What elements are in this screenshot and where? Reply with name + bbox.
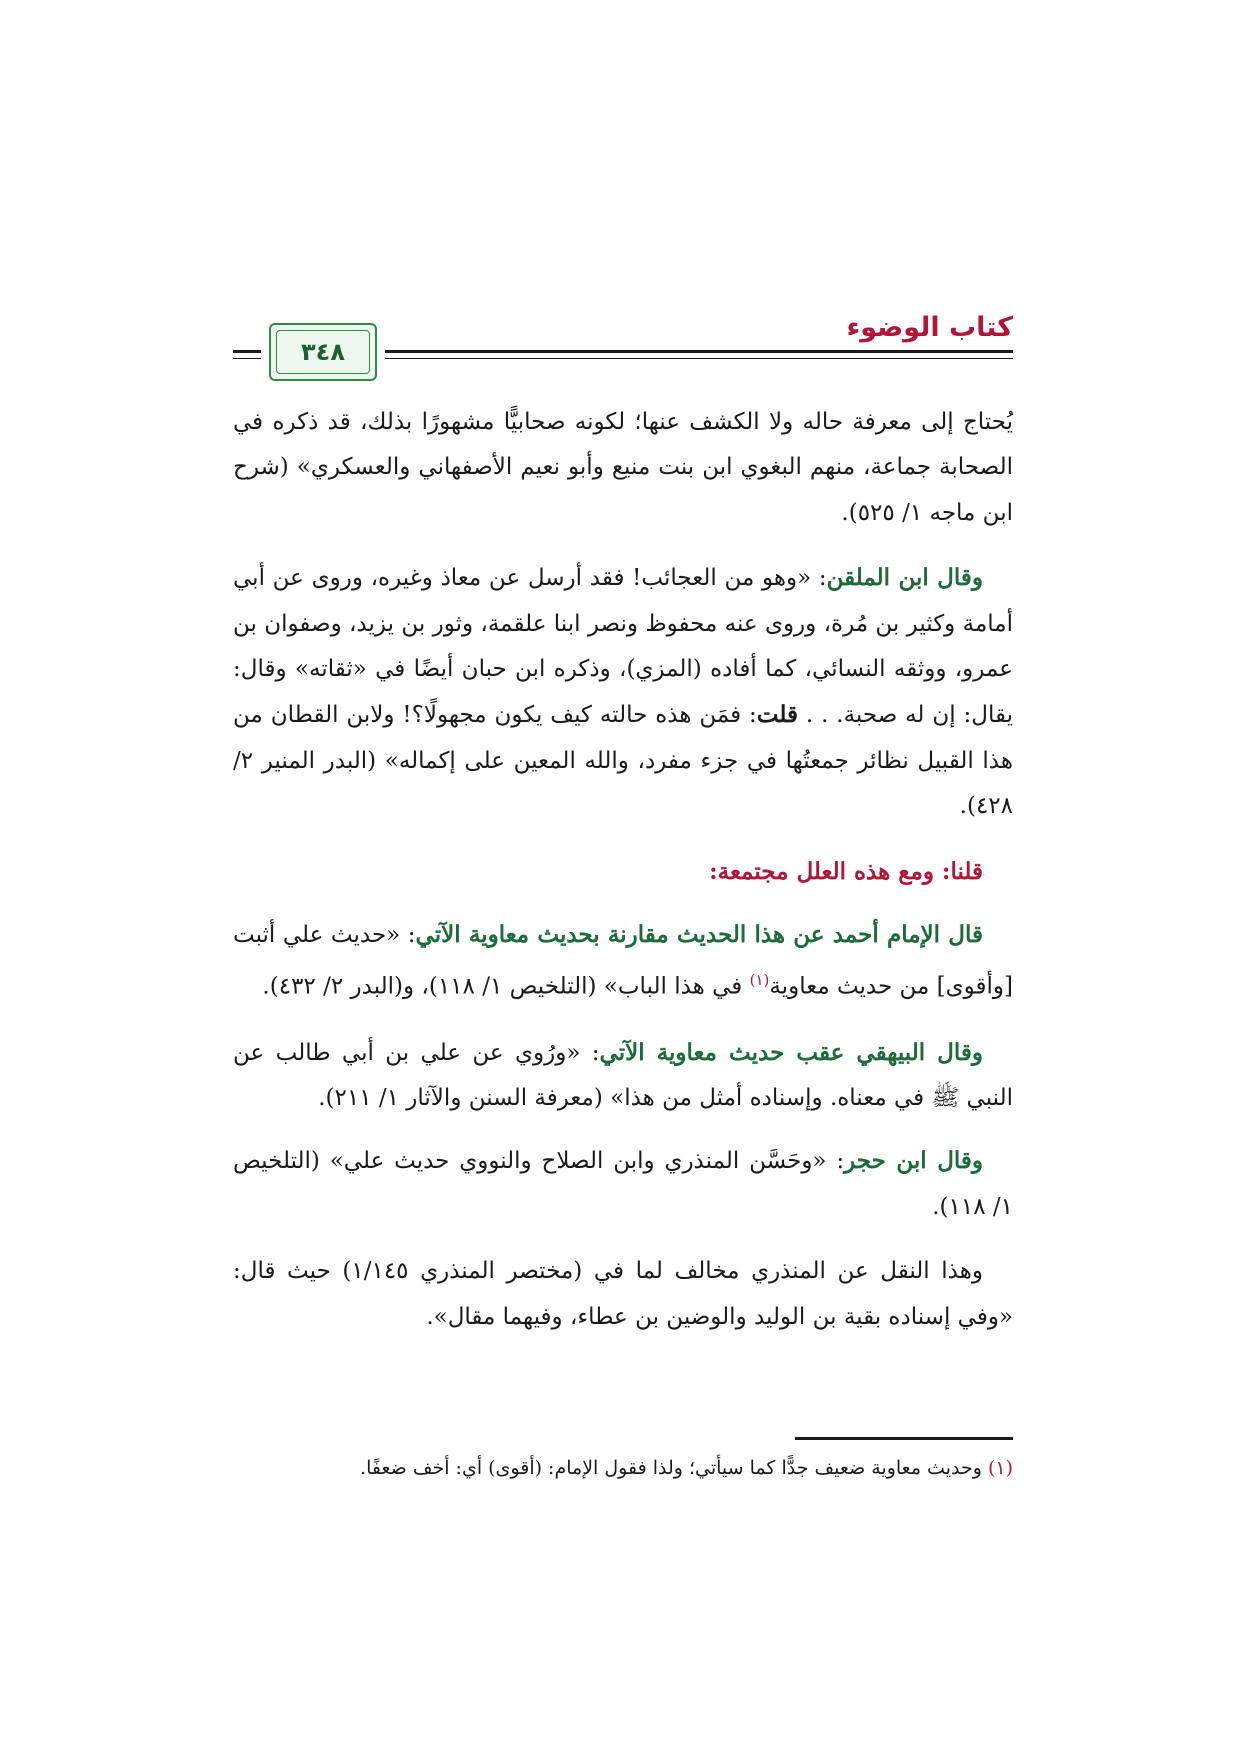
paragraph-qulna bbox=[233, 849, 1013, 895]
paragraph-text: يُحتاج إلى معرفة حاله ولا الكشف عنها؛ لكونه صحابيًّا مشهورًا بذلك، قد ذكره في الصحابة جماعة، منهم البغوي ابن بنت منيع وأبو نعيم الأصفهاني والعسكري» (شرح ابن ماجه ١/ ٥٢٥). bbox=[233, 409, 1013, 526]
paragraph-mundhiri bbox=[233, 1249, 1013, 1340]
page-number: ٣٤٨ bbox=[301, 338, 345, 366]
header-rule-left-thin bbox=[233, 358, 261, 359]
footnote-text: وحديث معاوية ضعيف جدًّا كما سيأتي؛ ولذا فقول الإمام: (أقوى) أي: أخف ضعفًا. bbox=[360, 1457, 988, 1479]
footnote-separator bbox=[795, 1437, 1013, 1440]
paragraph-bayhaqi bbox=[233, 1030, 1013, 1122]
footnotes bbox=[233, 1450, 1013, 1486]
speaker-label: قلنا bbox=[950, 857, 983, 885]
header-rule bbox=[385, 350, 1013, 353]
page-number-badge bbox=[269, 323, 377, 381]
paragraph-text: : «وحَسَّن المنذري وابن الصلاح والنووي حديث علي» (التلخيص ١/ ١١٨). bbox=[233, 1148, 1013, 1220]
chapter-title: كتاب الوضوء bbox=[846, 312, 1013, 343]
speaker-label: وقال البيهقي عقب حديث معاوية الآتي bbox=[599, 1038, 983, 1066]
paragraph-text: : «وهو من العجائب! فقد أرسل عن معاذ وغيره، وروى عن أبي أمامة وكثير بن مُرة، وروى عنه محفوظ ونصر ابنا علقمة، وثور بن يزيد، وصفوان بن عمرو، ووثقه النسائي، كما أفاده (المزي)، وذكره ابن حبان أيضًا في «ثقاته» وقال: يقال: إن له صحبة. . . bbox=[233, 565, 1013, 729]
main-text bbox=[233, 400, 1013, 1359]
paragraph-text: : «ورُوي عن علي بن أبي طالب عن النبي ﷺ في معناه. وإسناده أمثل من هذا» (معرفة السنن والآثار ١/ ٢١١). bbox=[233, 1039, 1013, 1111]
emphasis-word: قلت bbox=[756, 701, 798, 729]
paragraph-text: في هذا الباب» (التلخيص ١/ ١١٨)، و(البدر ٢/ ٤٣٢). bbox=[262, 974, 750, 1001]
page-header bbox=[233, 300, 1013, 390]
paragraph-text: : ومع هذه العلل مجتمعة: bbox=[709, 857, 951, 885]
footnote-number: (١) bbox=[987, 1457, 1013, 1479]
speaker-label: وقال ابن الملقن bbox=[826, 564, 983, 592]
paragraph-text: : «حديث علي أثبت [وأقوى] من حديث معاوية bbox=[233, 922, 1013, 1001]
paragraph-ibn-hajar bbox=[233, 1138, 1013, 1230]
footnote-ref[interactable]: (١) bbox=[749, 971, 770, 990]
paragraph-imam-ahmad bbox=[233, 912, 1013, 1010]
footnote-item bbox=[233, 1450, 1013, 1486]
paragraph-ibn-al-mulaqqin bbox=[233, 555, 1013, 829]
paragraph-text: وهذا النقل عن المنذري مخالف لما في (مختصر المنذري ١/١٤٥) حيث قال: «وفي إسناده بقية بن الوليد والوضين بن عطاء، وفيهما مقال». bbox=[233, 1258, 1013, 1330]
speaker-label: وقال ابن حجر bbox=[844, 1147, 984, 1175]
header-rule-left bbox=[233, 350, 261, 353]
paragraph-continuation bbox=[233, 400, 1013, 536]
header-rule-thin bbox=[385, 358, 1013, 359]
speaker-label: قال الإمام أحمد عن هذا الحديث مقارنة بحديث معاوية الآتي bbox=[415, 921, 983, 949]
paragraph-text: : فمَن هذه حالته كيف يكون مجهولًا؟! ولابن القطان من هذا القبيل نظائر جمعتُها في جزء مفرد، والله المعين على إكماله» (البدر المنير ٢/ ٤٢٨). bbox=[233, 702, 1013, 820]
